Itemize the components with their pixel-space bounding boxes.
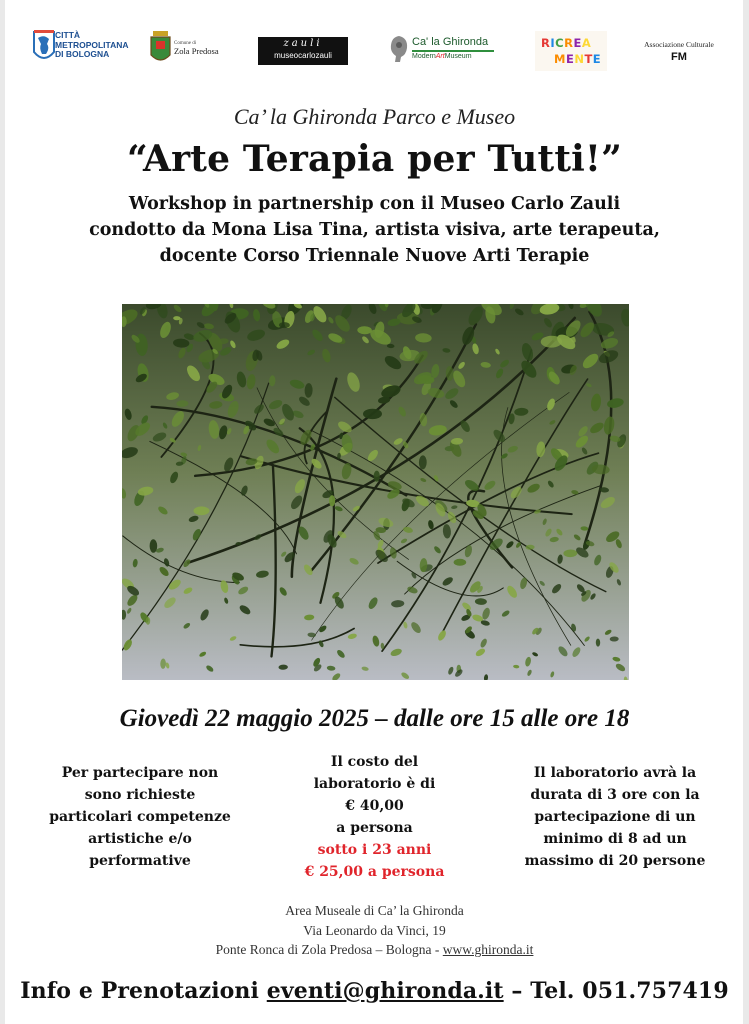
ricreamente-line-2 <box>554 52 601 66</box>
ricreamente-letter: N <box>574 52 585 66</box>
ricreamente-letter: E <box>592 52 602 66</box>
duration-line: minimo di 8 ad un <box>543 831 687 847</box>
zola-shield-icon <box>150 31 171 64</box>
leaf <box>146 617 150 625</box>
venue-subtitle: Ca’ la Ghironda Parco e Museo <box>233 104 516 129</box>
ricreamente-letter: R <box>541 36 551 50</box>
duration-line: partecipazione di un <box>534 809 696 825</box>
cost-line: a persona <box>336 820 413 836</box>
cost-line: laboratorio è di <box>313 776 436 792</box>
event-date: Giovedì 22 maggio 2025 – dalle ore 15 alle ore 18 <box>119 705 630 732</box>
bologna-shield-icon <box>33 30 55 63</box>
ricreamente-letter: T <box>584 52 593 66</box>
ricreamente-logo <box>535 31 607 71</box>
duration-line: massimo di 20 persone <box>524 853 706 869</box>
reduced-cost-line: € 25,00 a persona <box>304 864 445 880</box>
address-city <box>0 942 749 958</box>
citta-label-2: METROPOLITANA <box>55 39 129 50</box>
citta-label-3: DI BOLOGNA <box>55 49 110 59</box>
ricreamente-letter: C <box>555 36 565 50</box>
cost-line: € 40,00 <box>345 798 404 814</box>
ghironda-logo <box>388 35 496 67</box>
description-line-2: condotto da Mona Lisa Tina, artista visiva, arte terapeuta, <box>89 220 660 240</box>
zola-name-label: Zola Predosa <box>174 46 219 56</box>
cost-column <box>287 751 462 883</box>
fm-association-label: Associazione Culturale <box>644 40 714 49</box>
duration-column <box>500 762 730 872</box>
reduced-cost-line: sotto i 23 anni <box>317 842 432 858</box>
zauli-script-label: zauli <box>283 38 323 49</box>
ghironda-sub-modern: Modern <box>412 53 436 60</box>
ricreamente-letter: M <box>554 52 566 66</box>
duration-line: durata di 3 ore con la <box>530 787 700 803</box>
citta-metropolitana-logo <box>33 28 128 68</box>
requirements-line: artistiche e/o <box>88 831 192 847</box>
event-title: “Arte Terapia per Tutti!” <box>127 138 622 180</box>
ghironda-sub-art: Art <box>435 53 445 60</box>
ricreamente-letter: A <box>581 36 592 50</box>
address-street: Via Leonardo da Vinci, 19 <box>303 923 446 938</box>
duration-line: Il laboratorio avrà la <box>533 765 697 781</box>
info-line <box>0 978 749 1004</box>
leaf <box>363 409 382 419</box>
citta-label-1: CITTÀ <box>55 30 81 40</box>
address-venue: Area Museale di Ca’ la Ghironda <box>285 903 464 918</box>
ghironda-sub-museum: Museum <box>444 53 472 60</box>
info-prefix: Info e Prenotazioni <box>20 978 267 1004</box>
tree-canopy-photo <box>122 304 629 680</box>
ghironda-rule <box>412 50 494 52</box>
zauli-name-label: museocarlozauli <box>274 51 332 60</box>
museo-zauli-logo <box>258 37 348 65</box>
email-link[interactable]: eventi@ghironda.it <box>266 978 504 1004</box>
fm-label: FM <box>671 51 687 63</box>
description-line-1: Workshop in partnership con il Museo Carlo Zauli <box>128 194 621 214</box>
requirements-line: sono richieste <box>84 787 196 803</box>
website-link[interactable]: www.ghironda.it <box>442 942 534 957</box>
requirements-line: performative <box>89 853 191 869</box>
ghironda-head-icon <box>388 35 410 63</box>
leaf <box>194 506 210 515</box>
requirements-line: particolari competenze <box>49 809 231 825</box>
requirements-column <box>40 762 240 872</box>
associazione-fm-logo <box>630 38 738 68</box>
ghironda-subtitle <box>412 53 472 60</box>
zola-predosa-logo <box>150 31 222 67</box>
cost-line: Il costo del <box>330 754 419 770</box>
ricreamente-letter: E <box>573 36 582 50</box>
ricreamente-line-1 <box>541 36 591 50</box>
ricreamente-letter: I <box>550 36 556 50</box>
requirements-line: Per partecipare non <box>61 765 219 781</box>
leaf <box>329 495 335 506</box>
address-city-text: Ponte Ronca di Zola Predosa – Bologna - <box>215 942 443 957</box>
ghironda-title: Ca' la Ghironda <box>412 36 489 48</box>
ricreamente-letter: R <box>564 36 574 50</box>
zola-comune-label: Comune di <box>174 41 197 46</box>
phone-text: – Tel. 051.757419 <box>503 978 729 1004</box>
description-line-3: docente Corso Triennale Nuove Arti Terapie <box>159 246 590 266</box>
ricreamente-letter: E <box>565 52 575 66</box>
leaf <box>454 559 467 566</box>
